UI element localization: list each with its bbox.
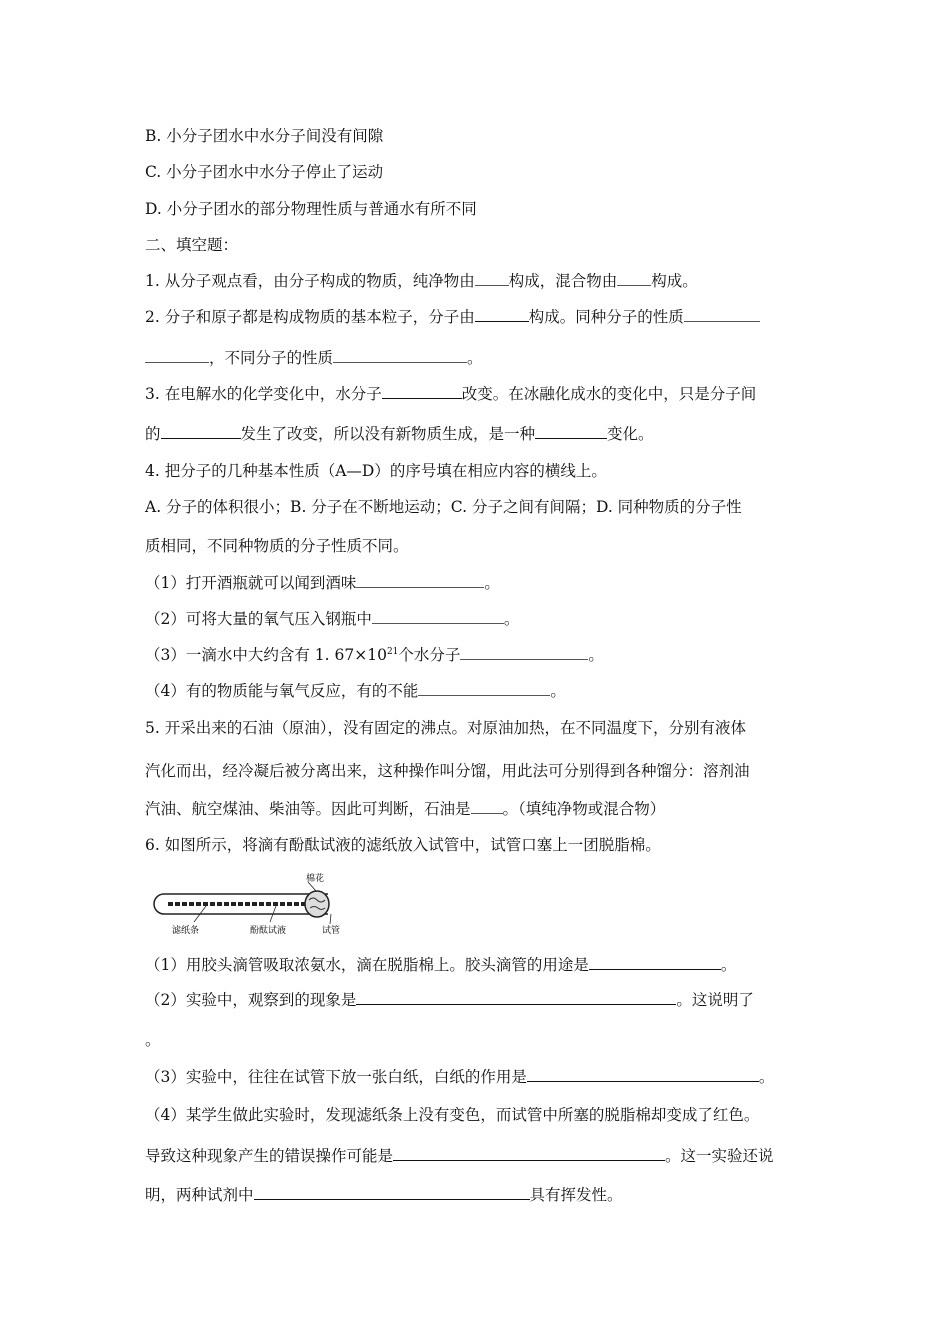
answer-blank[interactable]: [333, 348, 467, 363]
answer-blank[interactable]: [145, 348, 209, 363]
label-filter-paper: 滤纸条: [172, 926, 200, 936]
question-6-step-2: （2）实验中，观察到的现象是 。这说明了: [145, 991, 754, 1009]
question-4-intro: 4. 把分子的几种基本性质（A—D）的序号填在相应内容的横线上。: [145, 462, 607, 480]
question-2: 2. 分子和原子都是构成物质的基本粒子，分子由 构成。同种分子的性质: [145, 307, 760, 327]
question-6-step-3: （3）实验中，往往在试管下放一张白纸，白纸的作用是 。: [145, 1068, 775, 1086]
question-5-line-1: 5. 开采出来的石油（原油），没有固定的沸点。对原油加热，在不同温度下，分别有液体: [145, 719, 746, 737]
label-cotton: 棉花: [306, 874, 325, 884]
answer-blank[interactable]: [393, 1146, 665, 1161]
answer-blank[interactable]: [161, 424, 241, 439]
section-title: 二、填空题：: [145, 236, 239, 254]
answer-blank[interactable]: [372, 609, 504, 624]
label-phenolphthalein: 酚酞试液: [250, 926, 287, 936]
answer-blank[interactable]: [617, 271, 651, 286]
question-5-line-2: 汽化而出，经冷凝后被分离出来，这种操作叫分馏，用此法可分别得到各种馏分：溶剂油: [145, 762, 750, 780]
test-tube-figure: [146, 870, 361, 936]
answer-blank[interactable]: [418, 681, 550, 696]
answer-blank[interactable]: [535, 424, 607, 439]
answer-blank[interactable]: [460, 645, 588, 660]
question-4-item-1: （1）打开酒瓶就可以闻到酒味 。: [145, 574, 500, 592]
answer-blank[interactable]: [356, 573, 484, 588]
answer-blank[interactable]: [254, 1185, 530, 1200]
question-5-line-3: 汽油、航空煤油、柴油等。因此可判断，石油是 。（填纯净物或混合物）: [145, 800, 666, 818]
question-6-intro: 6. 如图所示，将滴有酚酞试液的滤纸放入试管中，试管口塞上一团脱脂棉。: [145, 836, 661, 854]
question-4-item-3: （3）一滴水中大约含有 1. $67\times 10^{21}$个水分子 。: [145, 646, 604, 664]
question-4-props-1: A. 分子的体积很小；B. 分子在不断地运动；C. 分子之间有间隔；D. 同种物质的分子性: [145, 498, 742, 516]
answer-blank[interactable]: [684, 307, 760, 322]
answer-blank[interactable]: [475, 307, 529, 322]
leader-line: [330, 914, 331, 924]
answer-blank[interactable]: [471, 799, 503, 814]
answer-blank[interactable]: [382, 384, 462, 399]
question-6-step-2-end: 。: [145, 1031, 161, 1049]
question-4-props-2: 质相同，不同种物质的分子性质不同。: [145, 537, 409, 555]
question-3: 3. 在电解水的化学变化中，水分子 改变。在冰融化成水的变化中，只是分子间: [145, 385, 757, 403]
question-6-step-4-cont: 导致这种现象产生的错误操作可能是 。这一实验还说: [145, 1147, 774, 1165]
option-d: D. 小分子团水的部分物理性质与普通水有所不同: [145, 200, 477, 218]
question-6-step-4-end: 明，两种试剂中 具有挥发性。: [145, 1186, 623, 1204]
option-b: B. 小分子团水中水分子间没有间隙: [145, 127, 384, 145]
question-6-step-1: （1）用胶头滴管吸取浓氨水，滴在脱脂棉上。胶头滴管的用途是 。: [145, 956, 737, 974]
label-test-tube: 试管: [322, 926, 341, 936]
question-1: 1. 从分子观点看，由分子构成的物质，纯净物由 构成，混合物由 构成。: [145, 272, 698, 290]
question-4-item-2: （2）可将大量的氧气压入钢瓶中 。: [145, 610, 520, 628]
question-3-cont: 的 发生了改变，所以没有新物质生成，是一种 变化。: [145, 425, 654, 443]
question-6-step-4: （4）某学生做此实验时，发现滤纸条上没有变色，而试管中所塞的脱脂棉却变成了红色。: [145, 1106, 760, 1124]
cotton-plug: [305, 891, 329, 917]
answer-blank[interactable]: [475, 271, 509, 286]
option-c: C. 小分子团水中水分子停止了运动: [145, 163, 384, 181]
answer-blank[interactable]: [527, 1067, 759, 1082]
answer-blank[interactable]: [589, 955, 721, 970]
answer-blank[interactable]: [356, 990, 676, 1005]
question-4-item-4: （4）有的物质能与氧气反应，有的不能 。: [145, 682, 566, 700]
question-2-cont: ，不同分子的性质 。: [145, 348, 483, 368]
